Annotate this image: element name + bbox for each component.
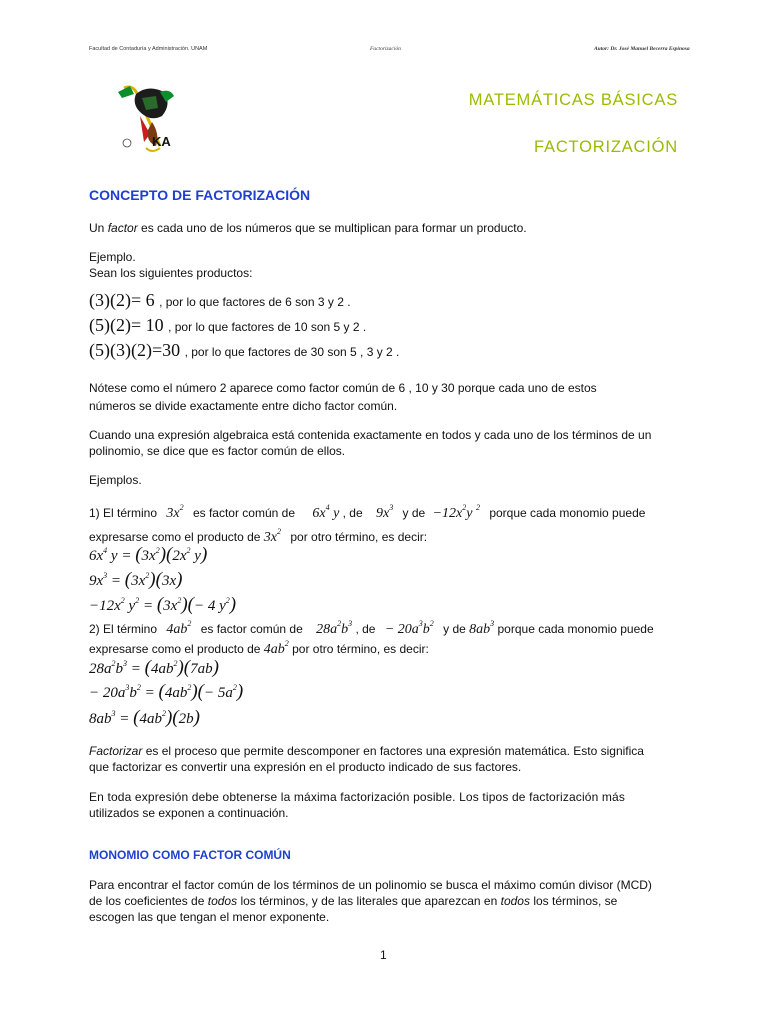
product-expr-1: (3)(2)= 6 [89,290,155,310]
product-expr-3: (5)(3)(2)=30 [89,340,181,360]
ex1-term: $3x^2$ [166,503,184,521]
ex1-text-a: 1) El término [89,506,158,520]
definition-paragraph [89,220,527,236]
ex1-term-2: $3x^2$ [263,527,281,545]
def-post: es cada uno de los números que se multiplican para formar un producto. [141,221,527,235]
ex1-equation-2: $9x^3 = (3x^2)(3x)$ [89,569,183,590]
common-line-2: polinomio, se dice que es factor común de ellos. [89,444,346,458]
ex2-mono-3: $8ab^3$ [469,619,495,637]
topic-title: FACTORIZACIÓN [534,138,678,156]
product-text-2: , por lo que factores de 10 son 5 y 2 . [168,320,367,334]
note-line-2: números se divide exactamente entre dicho factor común. [89,399,398,413]
page-number: 1 [380,948,387,962]
ex2-text-a: 2) El término [89,622,158,636]
example-label: Ejemplo. [89,250,136,264]
ex1-mono-3: $-12x^2y$ $^2$ [432,503,480,521]
ex1-text-d: y de [402,506,426,520]
product-row-2 [89,315,366,336]
ex1-text-g: por otro término, es decir: [290,530,428,544]
ex1-mono-1: $6x^4$ y [312,503,340,521]
ex2-text-c: , de [355,622,376,636]
monomio-text-e: los términos, se [533,894,618,908]
maxima-line-1: En toda expresión debe obtenerse la máxima factorización posible. Los tipos de factorización más [89,790,626,804]
course-title: MATEMÁTICAS BÁSICAS [468,91,678,109]
factorizar-line-2: que factorizar es convertir una expresión en el producto indicado de sus factores. [89,760,522,774]
factorizar-term: Factorizar [89,744,143,758]
def-pre: Un [89,221,105,235]
monomio-text-a: de los coeficientes de [89,894,205,908]
section-heading-monomio: MONOMIO COMO FACTOR COMÚN [89,848,291,862]
ex2-text-f: expresarse como el producto de [89,642,261,656]
ex1-text-c: , de [342,506,363,520]
ex2-text-g: por otro término, es decir: [292,642,429,656]
note-line-1: Nótese como el número 2 aparece como factor común de 6 , 10 y 30 porque cada uno de estos [89,381,597,395]
product-text-3: , por lo que factores de 30 son 5 , 3 y 2 . [184,345,400,359]
products-intro: Sean los siguientes productos: [89,266,253,280]
product-row-1 [89,290,351,311]
header-author: Autor: Dr. José Manuel Becerra Espinosa [594,46,690,52]
ex2-term: $4ab^2$ [166,619,192,637]
examples-label: Ejemplos. [89,473,142,487]
example2-line2 [89,641,429,658]
monomio-todos-1: todos [207,894,238,908]
monomio-text-c: los términos, y de las literales que aparezcan en [240,894,498,908]
monomio-line-1: Para encontrar el factor común de los términos de un polinomio se busca el máximo común divisor (MCD) [89,878,652,892]
example1-line1 [89,505,645,522]
monomio-todos-2: todos [500,894,530,908]
ex2-equation-3: $8ab^3 = (4ab^2)(2b)$ [89,707,200,728]
shield-emblem-icon [116,82,178,164]
factorizar-text-1: es el proceso que permite descomponer en factores una expresión matemática. Esto significa [145,744,644,758]
ex1-equation-3: $-12x^2$ $y^2 = (3x^2)(- 4$ $y^2$) [89,594,237,615]
product-expr-2: (5)(2)= 10 [89,315,164,335]
faculty-logo [116,82,178,164]
def-term: factor [107,221,138,235]
ex2-term-2: $4ab^2$ [263,639,289,657]
ex2-text-b: es factor común de [200,622,303,636]
common-line-1: Cuando una expresión algebraica está contenida exactamente en todos y cada uno de los términos de un [89,428,652,442]
ex2-mono-1: $28a^2b^3$ [316,619,353,637]
ex2-text-d: y de [443,622,466,636]
ex1-text-b: es factor común de [192,506,295,520]
ex2-equation-2: − $20a^3b^2 = (4ab^2)(- 5a^2)$ [89,681,244,702]
product-row-3 [89,340,399,361]
maxima-line-2: utilizados se exponen a continuación. [89,806,289,820]
monomio-line-3: escogen las que tengan el menor exponente. [89,910,330,924]
ex1-text-f: expresarse como el producto de [89,530,261,544]
example2-line1 [89,621,654,638]
header-topic: Factorización [370,46,401,52]
factorizar-line-1 [89,743,644,759]
header-institution: Facultad de Contaduría y Administración. UNAM [89,46,208,52]
ex2-equation-1: $28a^2b^3 = (4ab^2)(7ab)$ [89,657,219,678]
product-text-1: , por lo que factores de 6 son 3 y 2 . [159,295,351,309]
ex2-mono-2: − $20a^3b^2$ [384,619,434,637]
ex1-equation-1: $6x^4$ $y = (3x^2)(2x^2$ y) [89,544,208,565]
ex1-text-e: porque cada monomio puede [489,506,646,520]
ex1-mono-2: $9x^3$ [375,503,394,521]
section-heading-concept: CONCEPTO DE FACTORIZACIÓN [89,187,311,203]
logo-mark-text: KA [152,134,171,149]
monomio-line-2 [89,893,617,909]
ex2-text-e: porque cada monomio puede [497,622,654,636]
